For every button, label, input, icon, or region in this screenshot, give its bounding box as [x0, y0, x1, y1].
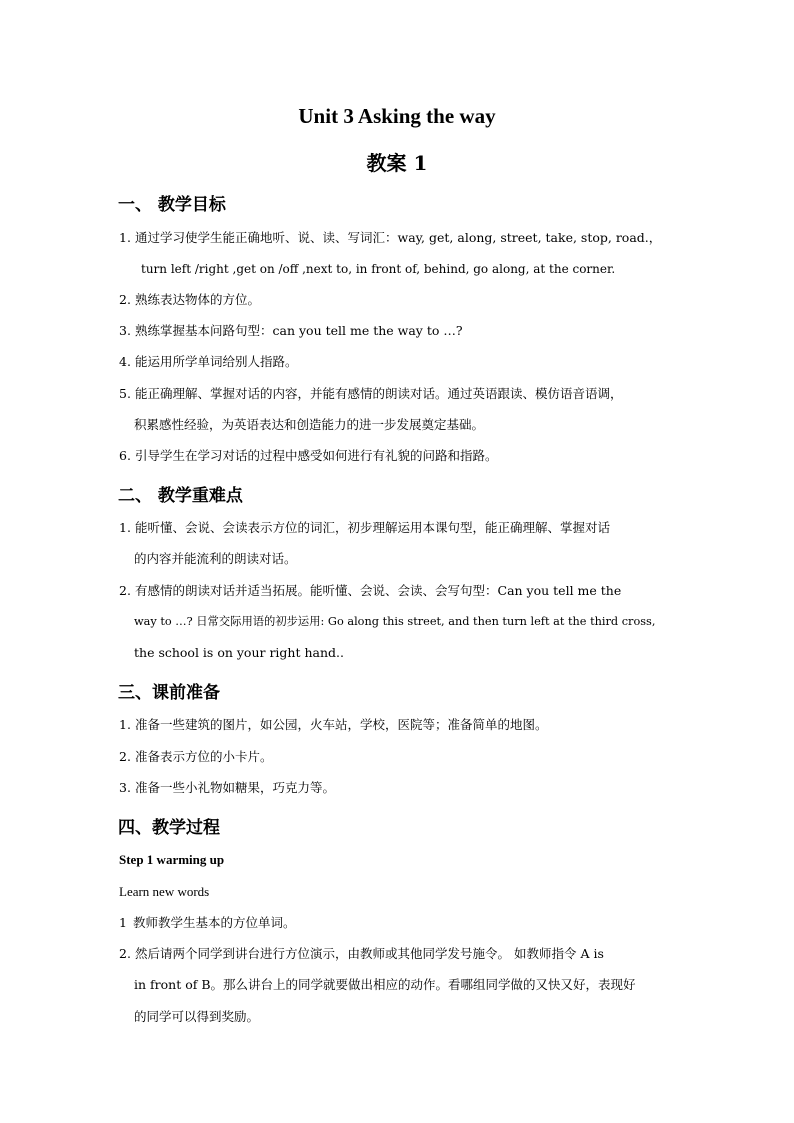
item-text: 熟练表达物体的方位。	[135, 292, 261, 307]
item-text: 能运用所学单词给别人指路。	[135, 354, 298, 369]
list-item	[119, 447, 498, 465]
item-text-continuation: 的同学可以得到奖励。	[134, 1009, 260, 1024]
list-item	[119, 322, 463, 340]
item-text: 准备一些建筑的图片，如公园，火车站，学校，医院等；准备简单的地图。	[135, 717, 548, 732]
item-text: 准备一些小礼物如糖果，巧克力等。	[135, 780, 336, 795]
item-number: 2.	[119, 292, 131, 307]
item-text: 然后请两个同学到讲台进行方位演示，由教师或其他同学发号施令。 如教师指令 A is	[135, 946, 604, 961]
item-text: 能正确理解、掌握对话的内容，并能有感情的朗读对话。通过英语跟读、模仿语音语调，	[135, 386, 623, 401]
list-item	[119, 229, 661, 247]
item-text: 准备表示方位的小卡片。	[135, 749, 273, 764]
item-number: 4.	[119, 354, 131, 369]
document-subtitle: 教案 1	[366, 151, 428, 175]
step-intro: Learn new words	[119, 884, 210, 899]
item-number: 5.	[119, 386, 131, 401]
list-item	[119, 779, 335, 797]
list-item	[119, 519, 610, 537]
section-heading-procedure: 四、教学过程	[118, 818, 220, 838]
item-text-continuation: way to …? 日常交际用语的初步运用: Go along this street, and then turn left at the third cross,	[134, 615, 656, 628]
section-heading-key-points: 二、 教学重难点	[118, 486, 243, 506]
list-item	[119, 748, 273, 766]
document-title: Unit 3 Asking the way	[298, 104, 496, 128]
item-number: 2.	[119, 749, 131, 764]
list-item	[119, 945, 604, 963]
section-heading-preparation: 三、课前准备	[118, 683, 220, 703]
item-number: 2.	[119, 946, 131, 961]
list-item	[119, 914, 296, 932]
item-text-continuation: turn left /right ,get on /off ,next to, in front of, behind, go along, at the corner.	[141, 262, 616, 276]
item-number: 3.	[119, 323, 131, 338]
item-text-continuation: 积累感性经验，为英语表达和创造能力的进一步发展奠定基础。	[134, 417, 485, 432]
list-item	[119, 582, 621, 600]
item-number: 6.	[119, 448, 131, 463]
item-text: 有感情的朗读对话并适当拓展。能听懂、会说、会读、会写句型：Can you tell me the	[135, 583, 622, 598]
section-heading-objectives: 一、 教学目标	[118, 195, 226, 215]
list-item	[119, 353, 298, 371]
step-title: Step 1 warming up	[119, 852, 225, 867]
item-text: 通过学习使学生能正确地听、说、读、写词汇：way, get, along, street, take, stop, road.，	[135, 230, 662, 245]
item-number: 1.	[119, 520, 131, 535]
item-number: 1.	[119, 717, 131, 732]
item-text: 能听懂、会说、会读表示方位的词汇，初步理解运用本课句型，能正确理解、掌握对话	[135, 520, 611, 535]
item-number: 2.	[119, 583, 131, 598]
item-text: 引导学生在学习对话的过程中感受如何进行有礼貌的问路和指路。	[135, 448, 498, 463]
item-text-continuation: 的内容并能流利的朗读对话。	[134, 551, 297, 566]
item-number: 1.	[119, 230, 131, 245]
item-text: 教师教学生基本的方位单词。	[133, 915, 296, 930]
item-text-continuation: in front of B。那么讲台上的同学就要做出相应的动作。看哪组同学做的又快又好，表现好	[134, 977, 636, 992]
list-item	[119, 385, 623, 403]
item-number: 3.	[119, 780, 131, 795]
list-item	[119, 291, 260, 309]
item-number: 1	[119, 915, 127, 930]
list-item	[119, 716, 548, 734]
item-text-continuation: the school is on your right hand..	[134, 645, 344, 660]
item-text: 熟练掌握基本问路句型：can you tell me the way to …?	[135, 323, 463, 338]
